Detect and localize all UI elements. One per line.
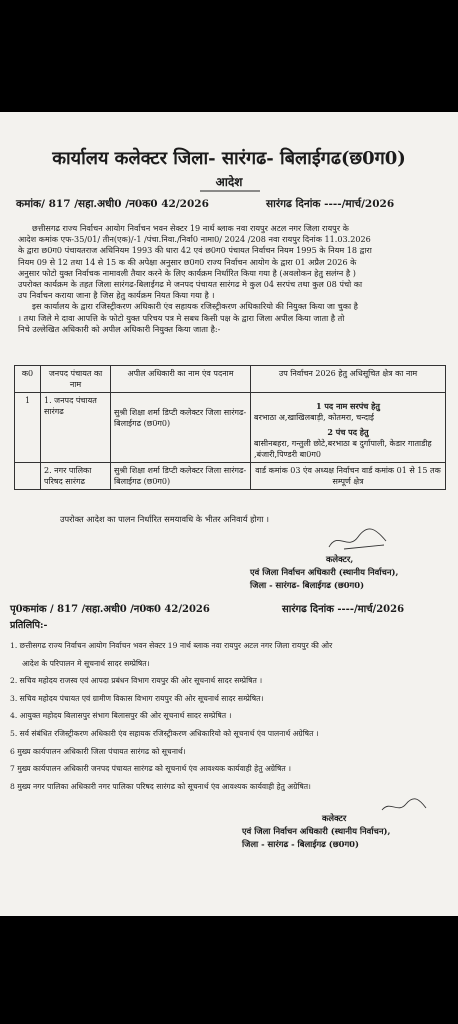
signature-2-district: जिला - सारंगढ - बिलाईगढ (छ0ग0) (242, 839, 359, 849)
table-cell-area (251, 393, 446, 463)
top-black-bar (0, 0, 458, 112)
intro-line: के द्वारा छ0ग0 पंचायतराज अधिनियम 1993 की धारा 42 एवं छ0ग0 पंचायत निर्वाचन नियम 1995 के नियम 18 द्वारा (18, 245, 372, 256)
copy-order-number: पृ0कमांक / 817 /सहा.अधी0 /न0क0 42/2026 (10, 604, 210, 615)
order-number: कमांक/ 817 /सहा.अधी0 /न0क0 42/2026 (16, 198, 209, 210)
compliance-note: उपरोक्त आदेश का पालन निर्धारित समयावधि के भीतर अनिवार्य होगा । (60, 514, 270, 524)
intro-line: उप निर्वाचन कराया जाना है जिस हेतु कार्यक्रम नियत किया गया है । (18, 290, 215, 301)
table-row (15, 463, 446, 490)
bottom-black-bar (0, 916, 458, 1024)
signature-block-2 (242, 812, 390, 851)
appeal-officer-table (14, 365, 446, 490)
signature-1-role: एवं जिला निर्वाचन अधिकारी (स्थानीय निर्वाचन), (250, 567, 399, 577)
list-item: 6 मुख्य कार्यपालन अधिकारी जिला पंचायत सारंगढ को सूचनार्थ। (10, 746, 186, 756)
document-page (0, 112, 458, 916)
signature-block-1 (250, 553, 398, 592)
area-sarpanch-list: बरभाठा अ,खाखिलबाड़ी, कोतमरा, चन्दाई (254, 413, 374, 422)
intro-line: । तथा जिले मे दावा आपत्ति के फोटो युक्त परिचय पत्र मे सबध किसी पक्ष के द्वारा जिला अपील किया जाता है तो (18, 312, 345, 323)
signature-2-designation: कलेक्टर (322, 813, 347, 823)
intro-line: इस कार्यालय के द्वारा रजिस्ट्रीकरण अधिकारी एंव सहायक रजिस्ट्रीकरण अधिकारियो की नियुक्त किया जा चुका है (32, 301, 358, 312)
table-header-cell: जनपद पंचायत का नाम (41, 366, 111, 393)
area-panch-title: 2 पंच पद हेतु (327, 427, 369, 437)
signature-2-role: एवं जिला निर्वाचन अधिकारी (स्थानीय निर्वाचन), (242, 826, 391, 836)
table-cell-sno: 1 (15, 393, 41, 463)
table-header-row (15, 366, 446, 393)
intro-line: निचे उल्लेखित अधिकारी को अपील अधिकारी नियुक्त किया जाता है:- (18, 323, 221, 334)
intro-line: छत्तीसगढ राज्य निर्वाचन आयोग निर्वाचन भवन सेक्टर 19 नार्थ ब्लाक नवा रायपुर अटल नगर जिला रायपुर के (32, 223, 349, 233)
order-date: सारंगढ दिनांक ----/मार्च/2026 (266, 198, 395, 210)
copy-heading: प्रतिलिपि:- (10, 620, 48, 631)
heading-underline (200, 189, 260, 193)
signature-1-district: जिला - सारंगढ- बिलाईगढ (छ0ग0) (250, 580, 365, 590)
intro-line: आदेश कमांक एफ-35/01/ तीन(एक)/-1 /पंचा.निवा./निर्वा0 नामा0/ 2024 /208 नवा रायपुर दिनांक 11.03.2026 (18, 234, 371, 245)
table-cell-body: 2. नगर पालिका परिषद सारंगढ (41, 463, 111, 490)
copy-list (10, 637, 450, 795)
table-cell-area: वार्ड कमांक 03 एंव अध्यक्ष निर्वाचन वार्ड कमांक 01 से 15 तक सम्पूर्ण क्षेत्र (251, 463, 446, 490)
list-item: 1. छत्तीसगढ राज्य निर्वाचन आयोग निर्वाचन भवन सेक्टर 19 नार्थ ब्लाक नवा रायपुर अटल नगर जिला रायपुर की ओर (10, 641, 333, 650)
area-sarpanch-title: 1 पद नाम सरपंच हेतु (316, 401, 380, 411)
office-title: कार्यालय कलेक्टर जिला- सारंगढ- बिलाईगढ(छ0ग0) (52, 148, 406, 169)
table-row (15, 393, 446, 463)
list-item: 4. आयुक्त महोदय बिलासपुर संभाग बिलासपुर की ओर सूचनार्थ सादर सम्प्रेषित । (10, 711, 232, 721)
list-item: 2. सचिव महोदय राजस्व एवं आपदा प्रबंधन विभाग रायपुर की ओर सूचनार्थ सादर सम्प्रेषित । (10, 676, 263, 686)
order-heading: आदेश (215, 175, 243, 189)
table-cell-sno (15, 463, 41, 490)
intro-line: उपरोक्त कार्यक्रम के तहत जिला सारंगढ-बिलाईगढ मे जनपद पंचायत सारंगढ मे कुल 04 सरपंच तथा कुल 08 पंचो का (18, 279, 363, 290)
table-cell-officer: सुश्री शिक्षा शर्मा डिप्टी कलेक्टर जिला सारंगढ- बिलाईगढ (छ0ग0) (111, 393, 251, 463)
table-cell-officer: सुश्री शिक्षा शर्मा डिप्टी कलेक्टर जिला सारंगढ- बिलाईगढ (छ0ग0) (111, 463, 251, 490)
table-header-cell: अपील अधिकारी का नाम एंव पदनाम (111, 366, 251, 393)
signature-scribble-1 (326, 525, 396, 555)
list-item: आदेश के परिपालन मे सूचनार्थ सादर सम्प्रेषित। (22, 658, 150, 668)
intro-paragraph (18, 223, 448, 335)
list-item: 5. सर्व संबंधित रजिस्ट्रीकरण अधिकारी एंव सहायक रजिस्ट्रीकरण अधिकारियो को सूचनार्थ एंव पालनार्थ अग्रेषित । (10, 728, 319, 738)
list-item: 7 मुख्य कार्यपालन अधिकारी जनपद पंचायत सारंगढ को सूचनार्थ एंव आवश्यक कार्यवाही हेतु अग्रेषित । (10, 764, 292, 774)
table-header-cell: उप निर्वाचन 2026 हेतु अधिसूचित क्षेत्र का नाम (251, 366, 446, 393)
area-panch-list: बासीनबहरा, गन्तुली छोटे,बरभाठा ब दुर्गापाली, केडार गाताडीह ,बंजारी,पिण्डरी बा0ग0 (254, 439, 432, 459)
signature-1-designation: कलेक्टर, (326, 554, 354, 564)
table-cell-body: 1. जनपद पंचायत सारंगढ (41, 393, 111, 463)
copy-order-date: सारंगढ दिनांक ----/मार्च/2026 (282, 604, 405, 615)
list-item: 3. सचिव महोदय पंचायत एवं ग्रामीण विकास विभाग रायपुर की ओर सूचनार्थ सादर सम्प्रेषित। (10, 693, 264, 703)
list-item: 8 मुख्य नगर पालिका अधिकारी नगर पालिका परिषद सारंगढ को सूचनार्थ एंव आवश्यक कार्यवाही हेतु अग्रेषित। (10, 781, 311, 791)
intro-line: अनुसार फोटो युक्त निर्वाचक नामावली तैयार करने के लिए कार्यक्रम निर्धारित किया गया है (अवलोकन हेतु सलंग्न है ) (18, 267, 356, 278)
table-header-cell: क0 (15, 366, 41, 393)
intro-line: नियम 09 से 12 तथा 14 से 15 क की अपेक्षा अनुसार छ0ग0 राज्य निर्वाचन आयोग के द्वारा 01 अप्रैल 2026 के (18, 256, 357, 267)
